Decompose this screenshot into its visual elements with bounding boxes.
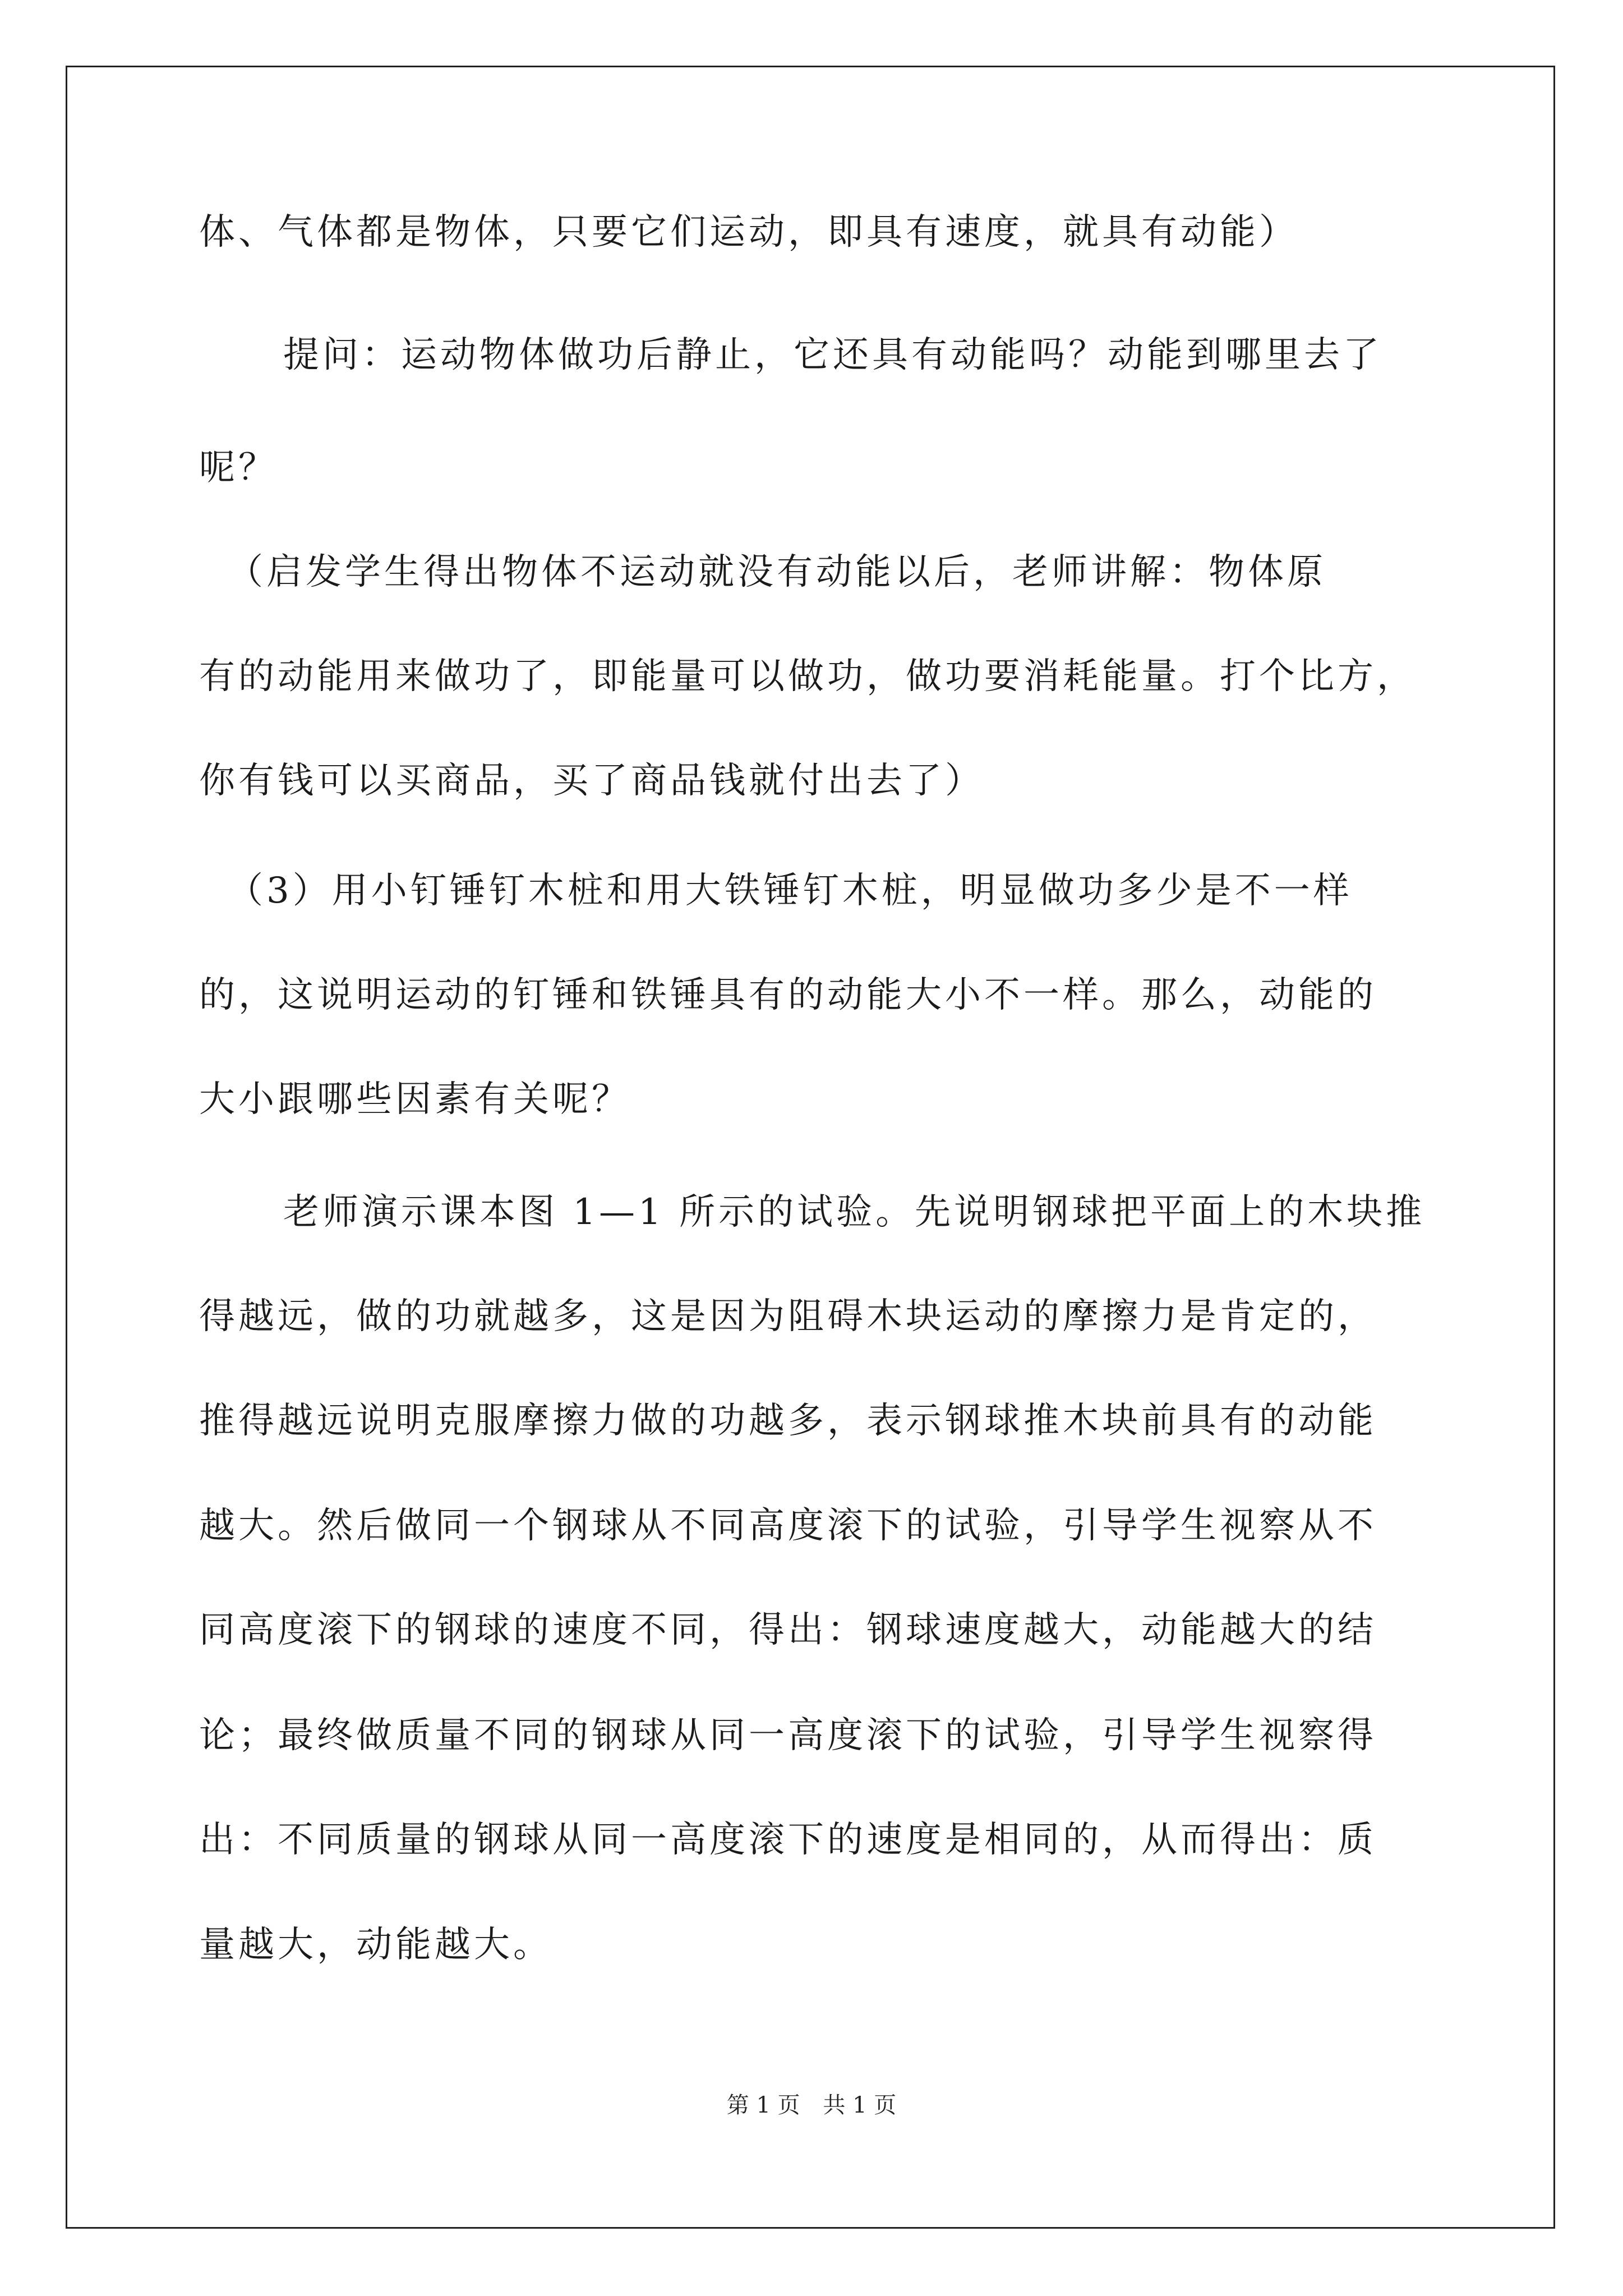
body-line: 同高度滚下的钢球的速度不同，得出：钢球速度越大，动能越大的结: [199, 1609, 1377, 1651]
body-line: 体、气体都是物体，只要它们运动，即具有速度，就具有动能）: [199, 211, 1298, 253]
page-total: 共 1 页: [823, 2092, 897, 2118]
page-number: 第 1 页: [726, 2092, 800, 2118]
body-line: 得越远，做的功就越多，这是因为阻碍木块运动的摩擦力是肯定的，: [199, 1296, 1377, 1337]
page-footer: [0, 2091, 1623, 2119]
body-line: 推得越远说明克服摩擦力做的功越多，表示钢球推木块前具有的动能: [199, 1400, 1377, 1442]
body-line: 老师演示课本图 1—1 所示的试验。先说明钢球把平面上的木块推: [283, 1191, 1426, 1233]
body-line: 量越大，动能越大。: [199, 1924, 552, 1966]
body-line: 出：不同质量的钢球从同一高度滚下的速度是相同的，从而得出：质: [199, 1819, 1377, 1861]
body-line: （启发学生得出物体不运动就没有动能以后，老师讲解：物体原: [227, 551, 1326, 593]
body-line: 论；最终做质量不同的钢球从同一高度滚下的试验，引导学生视察得: [199, 1715, 1377, 1756]
body-line: 你有钱可以买商品，买了商品钱就付出去了）: [199, 760, 984, 802]
body-line: 的，这说明运动的钉锤和铁锤具有的动能大小不一样。那么，动能的: [199, 974, 1377, 1016]
body-line: （3）用小钉锤钉木桩和用大铁锤钉木桩，明显做功多少是不一样: [227, 870, 1353, 912]
body-line: 呢？: [199, 447, 278, 489]
body-line: 大小跟哪些因素有关呢？: [199, 1079, 631, 1120]
body-line: 有的动能用来做功了，即能量可以做功，做功要消耗能量。打个比方，: [199, 656, 1416, 697]
body-line: 提问：运动物体做功后静止，它还具有动能吗？动能到哪里去了: [283, 334, 1382, 376]
body-line: 越大。然后做同一个钢球从不同高度滚下的试验，引导学生视察从不: [199, 1505, 1377, 1547]
page-border: [66, 66, 1555, 2229]
